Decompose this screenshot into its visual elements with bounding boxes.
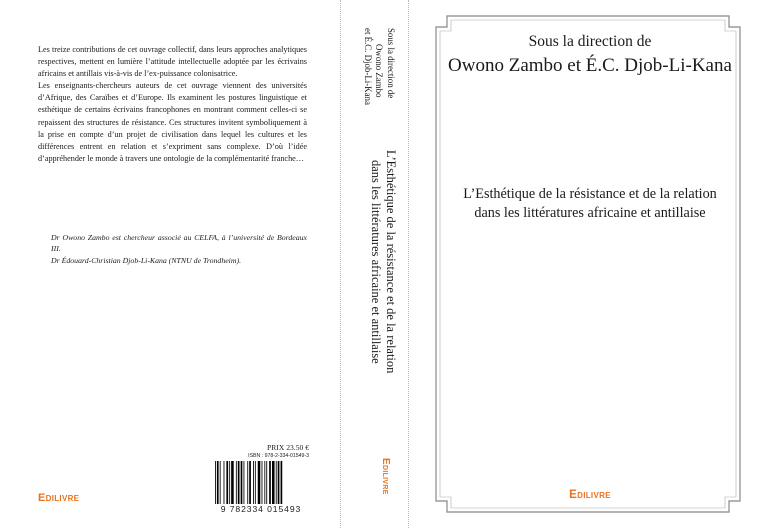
spine-authors-line-1: Sous la direction de	[386, 28, 396, 99]
back-cover-blurb	[38, 44, 307, 165]
spine-right-edge	[408, 0, 409, 528]
front-editors: Owono Zambo et É.C. Djob-Li-Kana	[448, 55, 732, 76]
frame-border-icon	[435, 15, 741, 513]
front-directed-by: Sous la direction de	[528, 33, 652, 50]
publisher-logo-spine: Edilivre	[380, 458, 391, 495]
spine-title-line-1: L’Esthétique de la résistance et de la relation	[384, 150, 398, 374]
spine-authors-line-3: et É.C. Djob-Li-Kana	[363, 28, 373, 105]
barcode-digits: 9 782334 015493	[220, 504, 302, 514]
publisher-logo-back: Edilivre	[38, 492, 80, 504]
decorative-frame	[435, 15, 741, 513]
isbn-label: ISBN : 978-2-334-01549-3	[248, 453, 309, 459]
front-title-line-2: dans les littératures africaine et antillaise	[474, 205, 706, 221]
blurb-paragraph-2: Les enseignants-chercheurs auteurs de cet ouvrage viennent des universités d’Afrique, des Caraïbes et d’Europe. Ils examinent les postures linguistique et esthétique de certains écrivains francophones en montrant comment celles-ci se repaissent des structures de résistance. Ces structures invitent symboliquement à la prise en compte d’un projet de civilisation dans lequel les cultures et les différences entrent en relation et s’expriment sans complexe. D’où l’idée d’appréhender le monde à travers une ontologie de la complémentarité franche…	[38, 81, 307, 163]
barcode-icon	[213, 461, 309, 504]
front-title	[440, 185, 740, 223]
publisher-logo-front: Edilivre	[569, 489, 611, 501]
spine-authors	[360, 28, 396, 142]
author-bio-1: Dr Owono Zambo est chercheur associé au CELFA, à l’université de Bordeaux III.	[51, 233, 307, 254]
spine-authors-line-2: Owono Zambo	[374, 44, 385, 98]
blurb-paragraph-1: Les treize contributions de cet ouvrage collectif, dans leurs approches analytiques respectives, mettent en lumière l’attitude intellectuelle adoptée par les écrivains africains et antillais vis-à-vis de l’ex-puissance colonisatrice.	[38, 45, 307, 79]
spine-left-edge	[340, 0, 341, 528]
front-title-line-1: L’Esthétique de la résistance et de la relation	[463, 186, 717, 202]
spine-logo-wrap	[378, 458, 392, 498]
author-bio-2: Dr Édouard-Christian Djob-Li-Kana (NTNU de Trondheim).	[51, 255, 242, 265]
price-label: PRIX 23.50 €	[267, 443, 309, 452]
spine-title-line-2: dans les littératures africaine et antillaise	[369, 160, 384, 364]
spine-title	[358, 150, 398, 410]
author-bios	[51, 232, 307, 266]
